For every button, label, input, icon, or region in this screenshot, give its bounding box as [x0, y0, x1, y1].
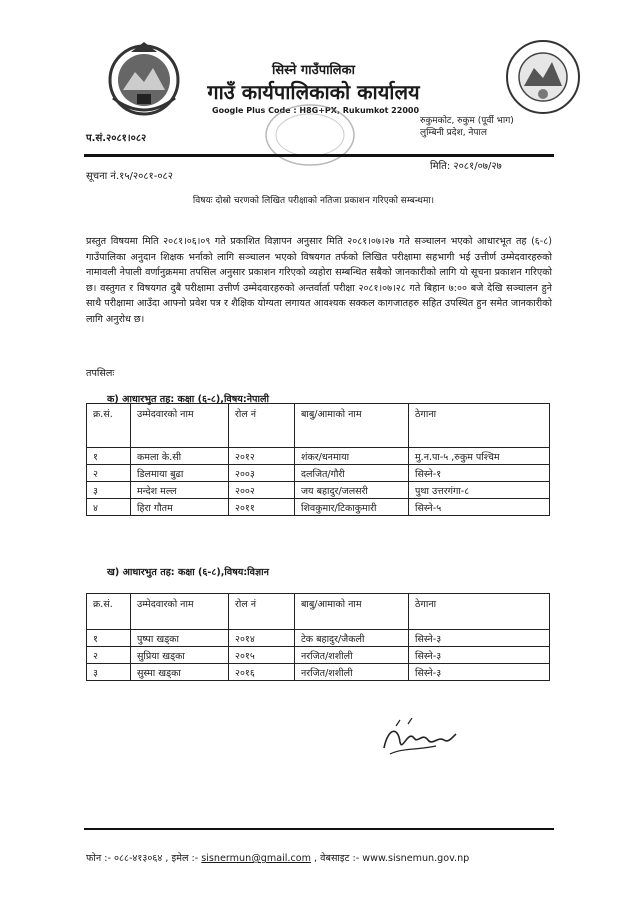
cell-candidate-name: पुष्पा खड्का	[131, 630, 229, 647]
footer-contact	[86, 851, 469, 864]
table-row	[87, 630, 550, 647]
cell-address: सिस्ने-३	[409, 664, 550, 681]
cell-roll-no: २०११	[229, 499, 295, 516]
office-address	[420, 115, 514, 139]
cell-parent-name: जय बहादुर/जलसरी	[295, 482, 409, 499]
header-parent-name: बाबु/आमाको नाम	[295, 594, 409, 630]
cell-sn: २	[87, 465, 131, 482]
header-candidate-name: उम्मेदवारको नाम	[131, 404, 229, 448]
footer-divider	[84, 828, 554, 830]
address-line-1: रुकुमकोट, रुकुम (पूर्वी भाग)	[420, 116, 514, 126]
footer-email-link[interactable]: sisnermun@gmail.com	[201, 853, 311, 864]
cell-parent-name: शिवकुमार/टिकाकुमारी	[295, 499, 409, 516]
cell-candidate-name: डिलमाया बुढा	[131, 465, 229, 482]
cell-candidate-name: मन्देश मल्ल	[131, 482, 229, 499]
cell-sn: २	[87, 647, 131, 664]
cell-address: पुथा उत्तरगंगा-८	[409, 482, 550, 499]
signature-image	[378, 718, 458, 762]
cell-address: सिस्ने-५	[409, 499, 550, 516]
cell-address: सिस्ने-१	[409, 465, 550, 482]
cell-sn: ३	[87, 482, 131, 499]
footer-website: , वेबसाइट :- www.sisnemun.gov.np	[310, 853, 470, 864]
header-address: ठेगाना	[409, 404, 550, 448]
cell-roll-no: २००२	[229, 482, 295, 499]
office-title: गाउँ कार्यपालिकाको कार्यालय	[207, 80, 420, 104]
header-candidate-name: उम्मेदवारको नाम	[131, 594, 229, 630]
cell-parent-name: टेक बहादुर/जैकली	[295, 630, 409, 647]
notice-body: प्रस्तुत विषयमा मिति २०८१।०६।०९ गते प्रकाशित विज्ञापन अनुसार मिति २०८१।०७।२७ गते सञ्चालन भएको आधारभूत तह (६-८) गाउँपालिका अनुदान शिक्षक भर्नाको लागि सञ्चालन भएको विषयगत तर्फको लिखित परीक्षामा सहभागी भई उत्तीर्ण उम्मेदवारहरुको नामावली नेपाली वर्णानुक्रममा तपसिल अनुसार प्रकाशन गरिएको व्यहोरा सम्बन्धित सबैको जानकारीको लागि यो सूचना प्रकाशन गरिएको छ। वस्तुगत र विषयगत दुबै परीक्षामा उत्तीर्ण उम्मेदवारहरुको अन्तर्वार्ता परीक्षा २०८१।०७।२८ गते बिहान ७:०० बजे देखि सञ्चालन हुने साथै परीक्षामा आउँदा आफ्नो प्रवेश पत्र र शैक्षिक योग्यता लगायत आवश्यक सक्कल कागजातहरु सहित उपस्थित हुन समेत जानकारीको लागि अनुरोध छ।	[86, 236, 552, 325]
cell-sn: ४	[87, 499, 131, 516]
cell-candidate-name: कमला के.सी	[131, 448, 229, 465]
cell-address: सिस्ने-३	[409, 630, 550, 647]
cell-parent-name: नरजित/शशीली	[295, 664, 409, 681]
header-sn: क्र.सं.	[87, 594, 131, 630]
cell-candidate-name: सुप्रिया खड्का	[131, 647, 229, 664]
cell-parent-name: शंकर/धनमाया	[295, 448, 409, 465]
table-row	[87, 465, 550, 482]
address-line-2: लुम्बिनी प्रदेश, नेपाल	[420, 128, 487, 138]
table-row	[87, 664, 550, 681]
header-roll-no: रोल नं	[229, 404, 295, 448]
cell-roll-no: २०१२	[229, 448, 295, 465]
cell-candidate-name: हिरा गौतम	[131, 499, 229, 516]
table-header-row	[87, 594, 550, 630]
cell-sn: ३	[87, 664, 131, 681]
table-row	[87, 647, 550, 664]
cell-address: मु.न.पा-५ ,रुकुम पश्चिम	[409, 448, 550, 465]
municipality-name: सिस्ने गाउँपालिका	[272, 63, 355, 78]
header-address: ठेगाना	[409, 594, 550, 630]
cell-sn: १	[87, 448, 131, 465]
notice-number: सूचना नं.१५/२०८१-०८२	[86, 171, 173, 182]
header-divider	[84, 154, 554, 157]
table-row	[87, 448, 550, 465]
cell-roll-no: २०१६	[229, 664, 295, 681]
cell-parent-name: दलजित/गौरी	[295, 465, 409, 482]
section-a-title: क) आधारभुत तह: कक्षा (६-८),विषय:नेपाली	[107, 394, 269, 405]
plus-code: Google Plus Code : H8G+PX, Rukumkot 22000	[212, 106, 420, 115]
table-row	[87, 499, 550, 516]
header-roll-no: रोल नं	[229, 594, 295, 630]
cell-parent-name: नरजित/शशीली	[295, 647, 409, 664]
header-sn: क्र.सं.	[87, 404, 131, 448]
table-row	[87, 482, 550, 499]
results-table-nepali	[86, 403, 550, 516]
cell-candidate-name: सुस्मा खड्का	[131, 664, 229, 681]
header-parent-name: बाबु/आमाको नाम	[295, 404, 409, 448]
reference-number: प.सं.२०८१।०८२	[86, 133, 147, 144]
results-table-science	[86, 593, 550, 681]
section-b-title: ख) आधारभुत तह: कक्षा (६-८),विषय:विज्ञान	[107, 567, 269, 578]
cell-roll-no: २०१५	[229, 647, 295, 664]
office-stamp-icon	[262, 100, 358, 170]
cell-roll-no: २००३	[229, 465, 295, 482]
cell-sn: १	[87, 630, 131, 647]
cell-roll-no: २०१४	[229, 630, 295, 647]
details-label: तपसिलः	[86, 368, 115, 379]
cell-address: सिस्ने-३	[409, 647, 550, 664]
table-header-row	[87, 404, 550, 448]
subject-line: विषयः दोस्रो चरणको लिखित परीक्षाको नतिजा प्रकाशन गरिएको सम्बन्धमा।	[192, 196, 435, 206]
notice-date: मिति: २०८१/०७/२७	[430, 161, 502, 172]
footer-phone: फोन :- ०८८-४१३०६४ , इमेल :-	[86, 853, 202, 864]
